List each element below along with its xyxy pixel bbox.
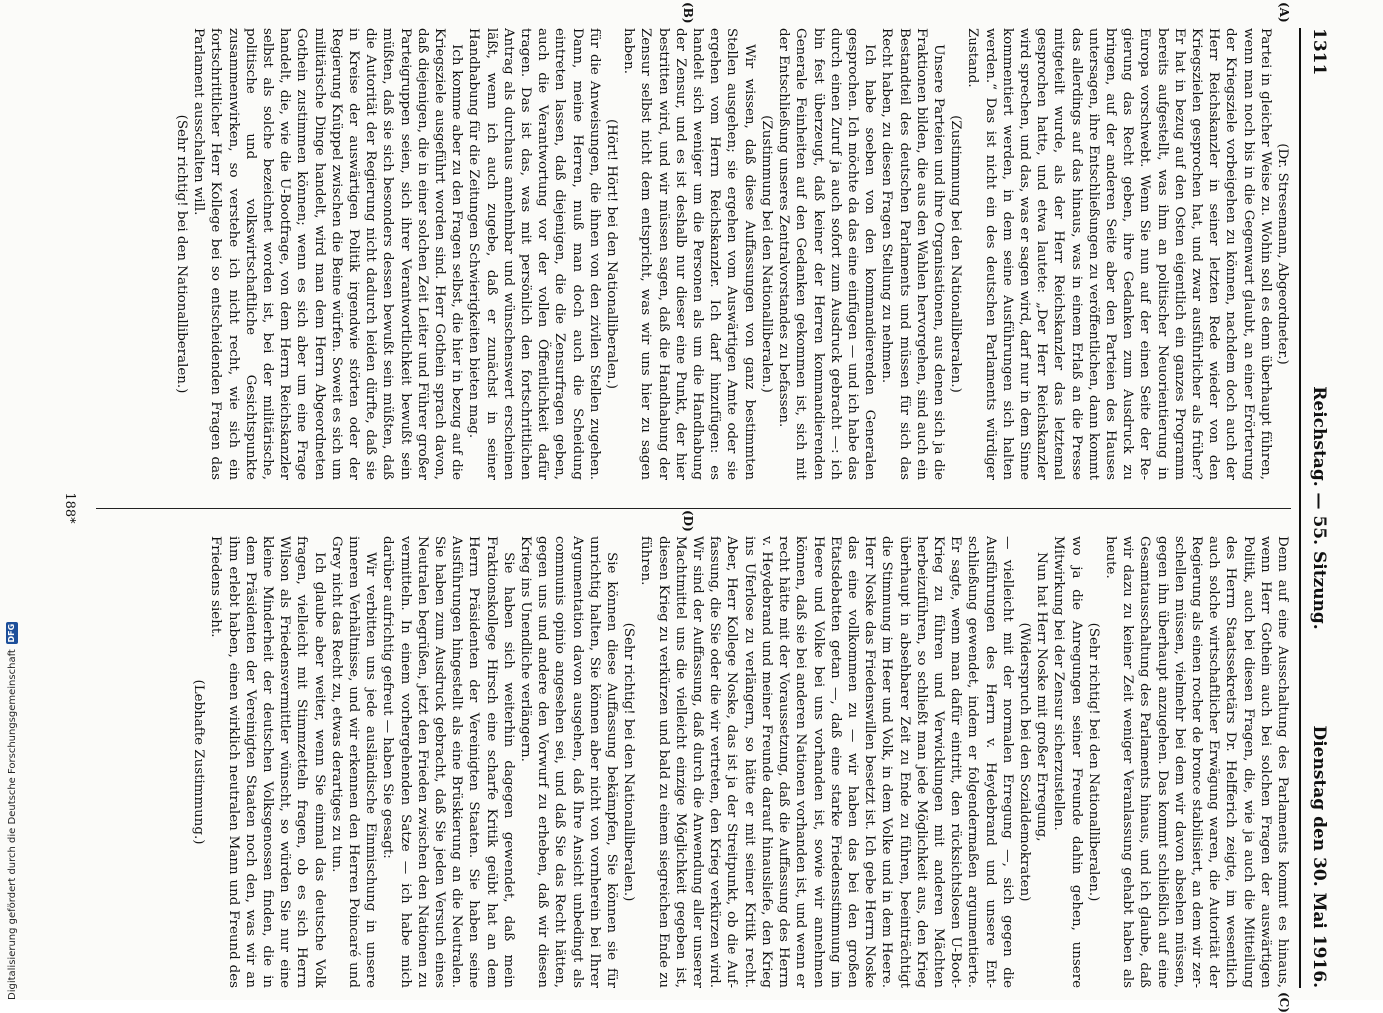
rotated-page-content <box>45 2 1335 1013</box>
interjection: (Zustimmung bei den Nationalliberalen.) <box>758 115 774 393</box>
paragraph: Partei in gleicher Weise zu. Wohin soll es denn überhaupt führen, wenn man noch bis in die Gegenwart glaubt, an einer Erörterung der Kriegsziele vorbeigehen zu können, nachdem doch auch der Herr Reichskanzler in seiner letzten Rede wieder von den Kriegszielen gesprochen hat, und zwar ausführlicher als früher? Er hat in bezug auf den Osten eigentlich ein ganzes Programm bereits aufgestellt, was ihm an politischer Neuorientierung in Europa vorschwebt. Wenn Sie nun auf der einen Seite der Regierung das Recht geben, ihre Gedanken zum Ausdruck zu bringen, auf der anderen Seite aber den Parteien des Hauses untersagen, ihre Entschließungen zu veröffentlichen, dann kommt das allerdings auf das hinaus, was in einem Erlaß an die Presse mitgeteilt wurde, als der Herr Reichskanzler das letztemal gesprochen hatte, und etwa lautete: „Der Herr Reichskanzler wird sprechen, und das, was er sagen wird, darf nur in dem Sinne kommentiert werden, in dem seine Ausführungen sich halten werden.“ Das ist nicht ein des deutschen Parlaments würdiger Zustand. <box>965 28 1273 480</box>
dfg-logo-icon: DFG <box>7 623 16 643</box>
paragraph: Unsere Parteien und ihre Organisationen, aus denen sich ja die Fraktionen bilden, die aus den Wahlen hervorgehen, sind auch ein Bestandteil des deutschen Parlaments und müssen für sich das Recht haben, zu diesen Fragen Stellung zu nehmen. <box>879 28 946 480</box>
margin-letter-c: (C) <box>1277 992 1291 1013</box>
header-title: Reichstag. — 55. Sitzung. <box>1309 386 1329 630</box>
margin-letter-d: (D) <box>681 510 695 532</box>
page-number: 1311 <box>1309 28 1329 76</box>
quotation: Wir verbitten uns jede ausländische Einmischung in unsere inneren Verhältnisse, und wir erkennen den Herren Poincaré und Grey nicht das Recht zu, etwas derartiges zu tun. <box>328 536 379 988</box>
paragraph: Sie können diese Auffassung bekämpfen, Sie können sie für unrichtig halten, Sie können aber nicht von vornherein bei Ihrer Argumentation davon ausgehen, daß Ihre Ansicht unbedingt als communis opinio angesehen sei, und daß Sie das Recht hätten, gegen uns und andere den Vorwurf zu erheben, daß wir diesen Krieg ins Unendliche verlängern. <box>518 536 620 988</box>
paragraph: Wir wissen, daß diese Auffassungen von ganz bestimmten Stellen ausgehen; sie ergehen vom Auswärtigen Amte oder sie ergehen vom Herrn Reichskanzler. Ich darf hinzufügen: es handelt sich weniger um die Personen als um die Handhabung der Zensur, und es ist deshalb nur dieser eine Punkt, der hier bestritten wird, und wir müssen sagen, daß die Handhabung der Zensur selbst nicht dem entspricht, was wir uns hier zu sagen haben. <box>621 28 757 480</box>
page-header <box>1303 28 1335 988</box>
paragraph: Ich habe soeben von den kommandierenden Generalen gesprochen. Ich möchte da das eine einfügen — und ich habe das durch einen Zuruf ja auch sofort zum Ausdruck gebracht —: ich bin fest überzeugt, daß keiner der Herren kommandierenden Generale Feinheiten auf den Gedanken gekommen ist, sich mit der Entschließung unseres Zentralvorstandes zu befassen. <box>776 28 878 480</box>
speaker-line: (Dr. Stresemann, Abgeordneter.) <box>1275 143 1290 365</box>
interjection: (Widerspruch bei den Sozialdemokraten) <box>1016 622 1032 902</box>
interjection: (Hört! Hört! bei den Nationalliberalen.) <box>604 118 620 390</box>
paragraph: Denn auf eine Ausschaltung des Parlaments kommt es hinaus, wenn Herr Gothein auch bei solchen Fragen der auswärtigen Politik, auch bei diesen Fragen, die, wie ja auch die Mitteilung des Herrn Staatssekretärs Dr. Helfferich zeigte, im wesentlich auch solche wirtschaftlicher Erwägung waren, die Autorität der Regierung als einen rocher de bronce stabilisiert, an dem wir zerschellen müssen, vielmehr bei dem wir davon absehen müssen, gegen ihn überhaupt anzugehen. Das kommt schließlich auf eine Gesamtausschaltung des Parlaments hinaus, und ich glaube, daß wir dazu zu keiner Zeit weniger Veranlassung gehabt haben als heute. <box>1102 536 1290 988</box>
margin-letter-a: (A) <box>1277 2 1291 23</box>
column-divider <box>96 508 1291 509</box>
paragraph: für die Anweisungen, die ihnen von den zivilen Stellen zugehen. Dann, meine Herren, muß man doch auch die Scheidung eintreten lassen, daß diejenigen, die die Zensurfragen geben, auch die Verantwortung vor der vollen Öffentlichkeit dafür tragen. Das ist das, was mit persönlich den fortschrittlichen Antrag als durchaus annehmbar und wünschenswert erscheinen läßt, wenn ich auch zugebe, daß er zunächst in seiner Handhabung für die Zeitungen Schwierigkeiten bieten mag. <box>466 28 602 480</box>
header-date: Dienstag den 30. Mai 1916. <box>1309 725 1329 988</box>
digitization-credit <box>6 622 18 1000</box>
interjection: (Sehr richtig! bei den Nationalliberalen.) <box>621 622 637 902</box>
margin-letter-b: (B) <box>681 2 695 24</box>
interjection: (Zustimmung bei den Nationalliberalen.) <box>948 115 964 393</box>
paragraph: wo ja die Anregungen seiner Freunde dahin gehen, unsere Mitwirkung bei der Zensur sicherzustellen. <box>1051 536 1084 988</box>
interjection: (Lebhafte Zustimmung.) <box>191 679 207 845</box>
sheet-signature: 188* <box>62 492 77 524</box>
header-rule <box>1299 28 1301 988</box>
interjection: (Sehr richtig! bei den Nationalliberalen.) <box>1085 622 1101 902</box>
credit-text: Digitalisierung gefördert durch die Deutsche Forschungsgemeinschaft <box>6 649 18 1000</box>
interjection: (Sehr richtig! bei den Nationalliberalen.) <box>174 114 189 394</box>
left-column <box>91 28 1291 480</box>
paragraph: Nun hat Herr Noske mit großer Erregung, <box>1034 552 1050 842</box>
paragraph: Ich glaube aber weiter, wenn Sie einmal das deutsche Volk fragen, vielleicht mit Stimmzetteln fragen, ob es sich Herrn Wilson als Friedensvermittler wünscht, so würden Sie nur eine kleine Minderheit der deutschen Volksgenossen finden, die in dem Präsidenten der Vereinigten Staaten noch den, was wir an ihm erlebt haben, einen wirklich neutralen Mann und Freund des Friedens sieht. <box>208 536 327 988</box>
paragraph: Ich komme aber zu den Fragen selbst, die hier in bezug auf die Kriegsziele ausgeführt worden sind. Herr Gothein sprach davon, daß diejenigen, die in einer solchen Zeit Leiter und Führer großer Parteigruppen seien, sich ihrer Verantwortlichkeit bewußt sein müßten, daß sie sich besonders dessen bewußt sein müßten, daß die Autorität der Regierung nicht dadurch leiden dürfte, daß sie in Kreise der auswärtigen Politik irgendwie störten oder der Regierung Knüppel zwischen die Beine würfen. Soweit es sich um militärische Dinge handelt, wird man dem Herrn Abgeordneten Gothein zustimmen können; wenn es sich aber um eine Frage handelt, die, wie die U-Bootfrage, von dem Herrn Reichskanzler selbst als solche bezeichnet worden ist, bei der militärische, politische und volkswirtschaftliche Gesichtspunkte zusammenwirken, so verstehe ich nicht recht, wie sich ein fortschrittlicher Herr Kollege bei so entscheidenden Fragen das Parlament ausschalten will. <box>191 28 465 480</box>
paragraph: Sie haben sich weiterhin dagegen gewendet, daß mein Fraktionskollege Hirsch eine scharfe Kritik geübt hat an dem Herrn Präsidenten der Vereinigten Staaten. Sie haben seine Ausführungen hingestellt als eine Brüskierung an die Neutralen. Sie haben zum Ausdruck gebracht, daß Sie jeden Versuch eines Neutralen begrüßen, jetzt den Frieden zwischen den Nationen zu vermitteln. In einem vorhergehenden Satze — ich habe mich darüber aufrichtig gefreut — haben Sie gesagt: <box>380 536 516 988</box>
right-column <box>91 536 1291 988</box>
paragraph: — vielleicht mit der normalen Erregung —, sich gegen die Ausführungen des Herrn v. Heydebrand und unsere Entschließung gewendet, indem er folgendermaßen argumentierte. Er sagte, wenn man dafür eintritt, den rücksichtslosen U-Boot-Krieg zu führen und Verwicklungen mit anderen Mächten herbeizuführen, so schließt man jede Möglichkeit aus, den Krieg überhaupt in absehbarer Zeit zu Ende zu führen, beeinträchtigt die Stimmung im Heer und Volk, in dem Volke und in dem Heere. Herr Noske das Friedenswillen besetzt ist. Ich gebe Herrn Noske das eine vollkommen zu — wir haben das bei den großen Etatsdebatten getan —, daß eine starke Friedensstimmung im Heere und Volke bei uns vorhanden ist, sowie wir annehmen können, daß sie bei anderen Nationen vorhanden ist, und wenn er recht hätte mit der Voraussetzung, daß die Auffassung des Herrn v. Heydebrand und meiner Freunde darauf hinausliefe, den Krieg ins Uferlose zu verlängern, so hätte er mit seiner Kritik recht. Aber, Herr Kollege Noske, das ist ja der Streitpunkt, ob die Auffassung, die Sie oder die wir vertreten, den Krieg verkürzen wird. Wir sind der Auffassung, daß durch die Anwendung aller unserer Machtmittel uns die vielleicht einzige Möglichkeit gegeben ist, diesen Krieg zu verkürzen und bald zu einem siegreichen Ende zu führen. <box>638 536 1015 988</box>
